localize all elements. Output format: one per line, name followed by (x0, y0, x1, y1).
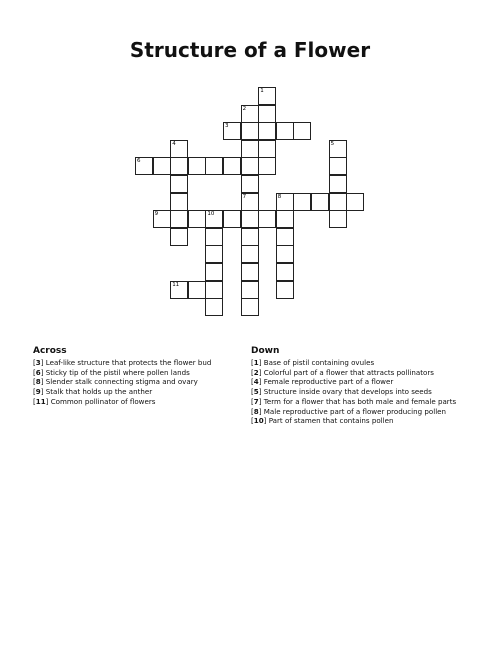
clue-number: 5 (253, 387, 259, 397)
crossword-cell[interactable] (329, 140, 347, 158)
crossword-cell[interactable] (170, 175, 188, 193)
crossword-cell[interactable] (293, 122, 311, 140)
crossword-cell[interactable] (205, 298, 223, 316)
down-clue: [2] Colorful part of a flower that attracts pollinators (251, 367, 434, 377)
across-clue-list (33, 358, 263, 407)
clue-number: 4 (253, 377, 259, 387)
clue-text: Sticky tip of the pistil where pollen lands (45, 367, 190, 377)
crossword-cell[interactable] (241, 281, 259, 299)
cell-number: 10 (207, 211, 215, 218)
clue-number: 7 (253, 396, 259, 406)
crossword-cell[interactable] (241, 193, 259, 211)
crossword-cell[interactable] (188, 157, 206, 175)
crossword-cell[interactable] (170, 210, 188, 228)
crossword-cell[interactable] (241, 140, 259, 158)
crossword-cell[interactable] (258, 210, 276, 228)
clue-text: Part of stamen that contains pollen (268, 416, 394, 426)
clue-number: 11 (35, 396, 46, 406)
crossword-cell[interactable] (170, 140, 188, 158)
clue-number: 2 (253, 367, 259, 377)
cell-number: 11 (172, 281, 180, 288)
cell-number: 8 (277, 193, 282, 200)
crossword-cell[interactable] (153, 210, 171, 228)
cell-number: 7 (242, 193, 247, 200)
crossword-cell[interactable] (329, 193, 347, 211)
crossword-cell[interactable] (276, 245, 294, 263)
crossword-cell[interactable] (276, 263, 294, 281)
across-clue: [11] Common pollinator of flowers (33, 396, 156, 406)
crossword-cell[interactable] (241, 122, 259, 140)
across-clue: [6] Sticky tip of the pistil where pollen lands (33, 367, 190, 377)
down-heading: Down (251, 346, 280, 356)
crossword-cell[interactable] (170, 157, 188, 175)
cell-number: 9 (154, 211, 159, 218)
cell-number: 2 (242, 105, 247, 112)
crossword-cell[interactable] (170, 228, 188, 246)
cell-number: 6 (137, 158, 141, 165)
crossword-cell[interactable] (276, 228, 294, 246)
crossword-cell[interactable] (276, 281, 294, 299)
cell-number: 1 (260, 88, 264, 94)
crossword-cell[interactable] (293, 193, 311, 211)
crossword-cell[interactable] (258, 105, 276, 123)
down-clue: [1] Base of pistil containing ovules (251, 358, 375, 367)
clue-text: Common pollinator of flowers (50, 396, 156, 406)
clue-text: Male reproductive part of a flower producing pollen (263, 406, 447, 416)
clue-text: Slender stalk connecting stigma and ovary (45, 377, 198, 387)
down-clue: [8] Male reproductive part of a flower producing pollen (251, 406, 447, 416)
clue-number: 3 (35, 358, 41, 367)
crossword-cell[interactable] (276, 210, 294, 228)
crossword-cell[interactable] (188, 281, 206, 299)
crossword-cell[interactable] (241, 157, 259, 175)
crossword-cell[interactable] (153, 157, 171, 175)
cell-number: 5 (330, 140, 335, 147)
crossword-cell[interactable] (205, 263, 223, 281)
crossword-cell[interactable] (205, 245, 223, 263)
clue-text: Female reproductive part of a flower (263, 377, 394, 387)
down-clue: [5] Structure inside ovary that develops into seeds (251, 387, 432, 397)
cell-number: 4 (172, 140, 176, 147)
down-clue: [7] Term for a flower that has both male and female parts (251, 396, 457, 406)
clue-text: Colorful part of a flower that attracts pollinators (263, 367, 434, 377)
crossword-cell[interactable] (329, 175, 347, 193)
crossword-cell[interactable] (276, 122, 294, 140)
crossword-cell[interactable] (135, 157, 153, 175)
crossword-cell[interactable] (223, 210, 241, 228)
crossword-cell[interactable] (258, 157, 276, 175)
clue-number: 1 (253, 358, 259, 367)
crossword-cell[interactable] (223, 157, 241, 175)
clue-number: 8 (253, 406, 259, 416)
crossword-cell[interactable] (205, 281, 223, 299)
clue-text: Term for a flower that has both male and female parts (263, 396, 457, 406)
clue-text: Stalk that holds up the anther (45, 387, 153, 397)
across-clue: [3] Leaf-like structure that protects the flower bud (33, 358, 212, 367)
crossword-cell[interactable] (346, 193, 364, 211)
across-clue: [9] Stalk that holds up the anther (33, 387, 153, 397)
crossword-cell[interactable] (241, 228, 259, 246)
crossword-cell[interactable] (241, 175, 259, 193)
crossword-cell[interactable] (276, 193, 294, 211)
clue-number: 8 (35, 377, 41, 387)
crossword-cell[interactable] (258, 87, 276, 105)
down-clue: [10] Part of stamen that contains pollen (251, 416, 394, 426)
clue-number: 9 (35, 387, 41, 397)
clue-text: Base of pistil containing ovules (263, 358, 375, 367)
crossword-cell[interactable] (241, 298, 259, 316)
crossword-cell[interactable] (258, 140, 276, 158)
down-clue-list (251, 358, 491, 426)
crossword-cell[interactable] (241, 210, 259, 228)
crossword-cell[interactable] (205, 157, 223, 175)
clue-text: Leaf-like structure that protects the flower bud (45, 358, 212, 367)
page-title: Structure of a Flower (129, 38, 371, 62)
crossword-cell[interactable] (170, 193, 188, 211)
crossword-cell[interactable] (205, 228, 223, 246)
crossword-cell[interactable] (241, 245, 259, 263)
crossword-cell[interactable] (311, 193, 329, 211)
crossword-cell[interactable] (258, 122, 276, 140)
across-heading: Across (33, 346, 67, 356)
down-clue: [4] Female reproductive part of a flower (251, 377, 394, 387)
cell-number: 3 (225, 123, 229, 130)
down-clues (251, 346, 491, 426)
crossword-cell[interactable] (188, 210, 206, 228)
clue-number: 6 (35, 367, 41, 377)
crossword-cell[interactable] (223, 122, 241, 140)
crossword-cell[interactable] (205, 210, 223, 228)
clue-text: Structure inside ovary that develops into seeds (263, 387, 432, 397)
clue-number: 10 (253, 416, 264, 426)
crossword-cell[interactable] (241, 105, 259, 123)
crossword-cell[interactable] (329, 210, 347, 228)
crossword-cell[interactable] (329, 157, 347, 175)
across-clue: [8] Slender stalk connecting stigma and ovary (33, 377, 198, 387)
crossword-cell[interactable] (170, 281, 188, 299)
across-clues (33, 346, 263, 407)
crossword-cell[interactable] (241, 263, 259, 281)
